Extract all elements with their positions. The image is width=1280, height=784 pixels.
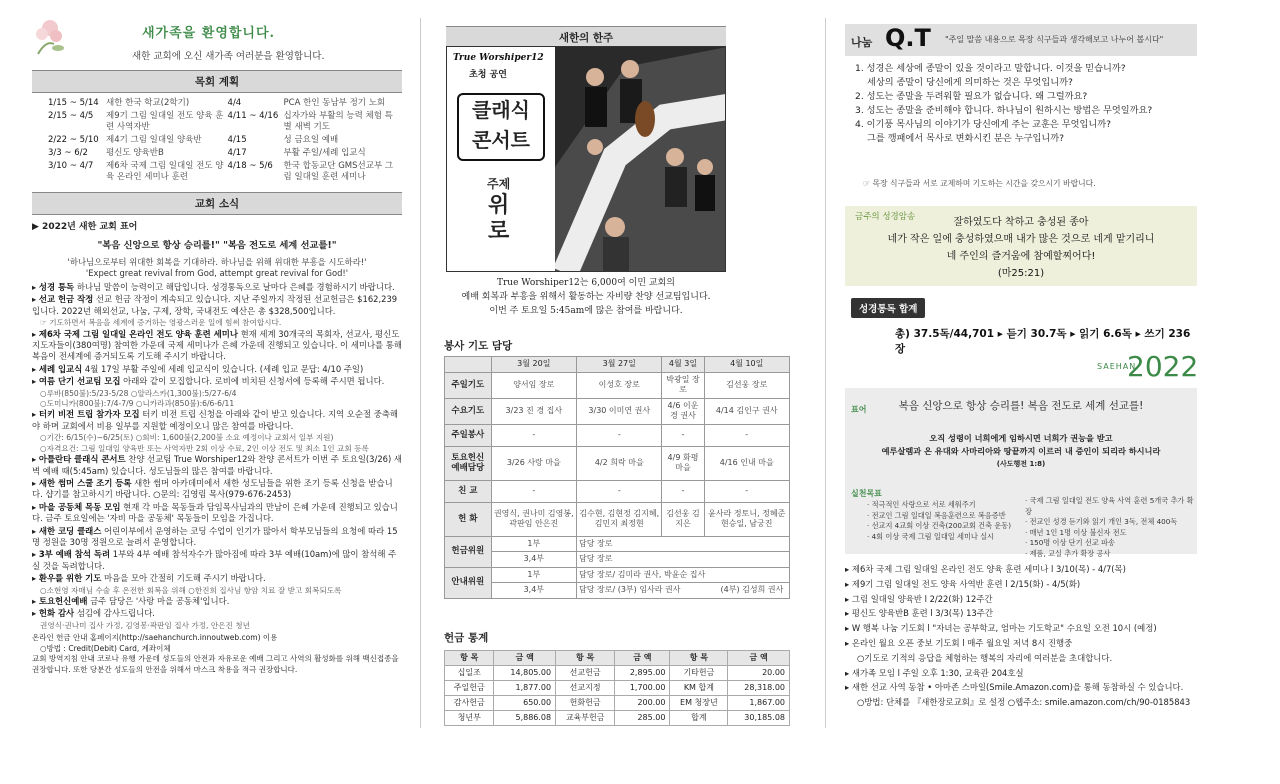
hymn-caption — [446, 276, 726, 318]
poster-theme — [487, 175, 510, 245]
goal-item: · 150명 이상 단기 선교 파송 — [1025, 538, 1115, 547]
schedule-row — [46, 147, 402, 160]
qt-quote: "주일 말씀 내용으로 목장 식구들과 생각해보고 나누어 봅시다" — [945, 35, 1164, 44]
news-item — [32, 621, 402, 631]
news-item-text: 아래와 같이 모집합니다. 로비에 비치된 신청서에 등록해 주시면 됩니다. — [123, 376, 385, 387]
offering-col-header: 금 액 — [615, 651, 670, 666]
schedule-cell: 3/3 ~ 6/2 — [48, 148, 88, 158]
offering-col-header: 금 액 — [494, 651, 556, 666]
news-item-title: 환우를 위한 기도 — [38, 573, 102, 584]
prayer-cell: 박광일 장로 — [662, 372, 704, 398]
news-item: ▸ 새한 코딩 클래스 어린이부에서 운영하는 코딩 수업이 인기가 많아서 학부모님들의 요청에 따라 15명 정원을 30명 정원으로 늘려서 운영합니다. — [32, 525, 398, 547]
prayer-row — [445, 372, 790, 398]
news-item-text: 마음을 모아 간절히 기도해 주시기 바랍니다. — [104, 573, 266, 584]
prayer-sub-extra: (4부) 김성희 권사 — [720, 585, 784, 594]
memory-line-1: 잘하였도다 착하고 충성된 종아 — [953, 217, 1089, 228]
news-item-text: 어린이부에서 운영하는 코딩 수업이 인기가 많아서 학부모님들의 요청에 따라 15명 정원을 30명 정원으로 늘려서 운영합니다. — [32, 525, 398, 547]
qt-question: 그를 깽패에서 목사로 변화시킨 분은 누구입니까? — [867, 133, 1064, 144]
motto-line: "복음 신앙으로 항상 승리를!" "복음 전도로 세계 선교를!" — [97, 240, 337, 251]
offering-col-header: 금 액 — [728, 651, 790, 666]
motto-korean: '하나님으로부터 위대한 회복을 기대하라. 하나님을 위해 위대한 부흥을 시도하라!' — [67, 257, 367, 267]
bible-totals: 총) 37.5독/44,701 ▸ 듣기 30.7독 ▸ 읽기 6.6독 ▸ 쓰기 236장 — [895, 328, 1191, 355]
year-number: 2022 — [1127, 350, 1199, 383]
offering-cell: 1,700.00 — [615, 681, 670, 696]
motto-title: ▶ 2022년 새한 교회 표어 — [32, 222, 138, 232]
qt-title: Q.T — [885, 24, 931, 52]
offering-cell: 2,895.00 — [615, 666, 670, 681]
prayer-sub-main: 담당 장로 — [579, 554, 613, 563]
news-item-title: 새한 코딩 클래스 — [38, 525, 102, 536]
news-item-text: ○자격요건: 그림 일대일 양육반 또는 사역자반 2회 이상 수료, 2인 이상 전도 및 최소 1인 교회 등록 — [40, 443, 369, 453]
news-item-text: 현재 각 마을 목동들과 담임목사님과의 만남이 은혜 가운데 진행되고 있습니다. 금주 토요일에는 '자비 마을 공동체' 목동들이 모임을 가집니다. — [32, 501, 398, 524]
goals-right — [1025, 496, 1195, 559]
offering-cell: 기타헌금 — [670, 666, 728, 681]
news-item: ▸ 새한 썸머 스쿨 조기 등록 새한 썸머 아카데미에서 새한 성도님들을 위한 조기 등록 신청을 받습니다. 샵기를 참고하시기 바랍니다. ○문의: 김영림 목사(979-676-2453) — [32, 477, 393, 500]
qt-question: 4. 이기풍 목사님의 이야기가 당신에게 주는 교훈은 무엇입니까? — [855, 119, 1111, 130]
news-item-text: 선교 헌금 작정이 계속되고 있습니다. 지난 주일까지 작정된 선교헌금은 $162,239 입니다. 2022년 해외선교, 나눔, 구제, 장학, 국내전도 예산은 총 $328,500입니다. — [32, 294, 398, 316]
prayer-cell: - — [704, 480, 790, 502]
news-item: ▸ 선교 헌금 작정 선교 헌금 작정이 계속되고 있습니다. 지난 주일까지 작정된 선교헌금은 $162,239 입니다. 2022년 해외선교, 나눔, 구제, 장학, 국내전도 예산은 총 $328,500입니다. — [32, 294, 398, 316]
news-item-text: 권영식·권나미 집사 가정, 김영봉·곽판임 집사 가정, 안은진 청년 — [40, 620, 250, 630]
prayer-sub-row — [445, 536, 790, 552]
news-item — [32, 389, 402, 399]
news-item-text: ○기간: 6/15(수)~6/25(토) ○회비: 1,600불(2,200불 소요 예정이나 교회서 일부 지원) — [40, 433, 334, 443]
prayer-cell: - — [577, 424, 662, 446]
offering-cell: 20.00 — [728, 666, 790, 681]
theme-text — [487, 193, 510, 245]
schedule-cell: 2/22 ~ 5/10 — [48, 135, 99, 145]
schedule-cell: 4/15 — [227, 135, 247, 145]
prayer-sub-row — [445, 552, 790, 568]
prayer-row — [445, 398, 790, 424]
prayer-date: 4월 3일 — [662, 357, 704, 373]
qt-question: 2. 성도는 종말을 두려워할 필요가 없습니다. 왜 그럴까요? — [855, 91, 1088, 102]
theme-label: 주제 — [487, 177, 511, 191]
goal-item: · 적극적인 사랑으로 서로 세워주기 — [867, 500, 976, 509]
offering-cell: EM 청장년 — [670, 696, 728, 711]
news-item-text: 금주 담당은 '사랑 마을 공동체'입니다. — [90, 595, 230, 606]
prayer-cell: 김선웅 장로 — [704, 372, 790, 398]
prayer-cell: - — [662, 480, 704, 502]
schedule-cell: 한국 합동교단 GMS선교부 그림 일대일 훈련 세미나 — [283, 161, 394, 182]
news-item-title: 헌화 감사 — [38, 608, 75, 619]
prayer-date: 3월 27일 — [577, 357, 662, 373]
online-offering: 온라인 헌금 안내 홈페이지(http://saehanchurch.innoutweb.com) 이용 — [32, 633, 278, 643]
offering-cell: 청년부 — [445, 711, 494, 726]
offering-cell: 헌화헌금 — [556, 696, 615, 711]
news-item-text: ○소현영 자매님 수술 후 온전한 회복을 위해 ○한진희 집사님 항암 치료 잘 받고 회복되도록 — [40, 585, 342, 595]
schedule-cell: 부활 주일/세례 입교식 — [283, 148, 366, 158]
news-item-text: 현재 세계 30개국의 목회자, 선교사, 평신도 지도자들이(380여명) 참여한 가운데 국제 세미나가 은혜 가운데 진행되고 있습니다. 이 세미나를 통해 복음이 전세계에 증거되도록 기도해 주시기 바랍니다. — [32, 328, 402, 362]
schedule-cell: 2/15 ~ 4/5 — [48, 111, 94, 121]
theme-char: 위 — [487, 193, 510, 218]
prayer-row — [445, 480, 790, 502]
offering-col-header: 항 목 — [556, 651, 615, 666]
offering-cell: 1,877.00 — [494, 681, 556, 696]
schedule-cell: 제4기 그림 일대일 양육반 — [106, 135, 202, 145]
news-item-text: ☞ 기도하면서 복음을 세계에 증거하는 영광스러운 일에 힘써 참여합시다. — [40, 318, 282, 328]
goal-item: · 제품, 교실 추가 확장 공사 — [1025, 548, 1111, 558]
right-column — [845, 0, 1197, 784]
news-item — [32, 433, 402, 443]
prayer-sub-text — [577, 552, 790, 568]
goal-item: · 매년 1인 1명 이상 불신자 전도 — [1025, 527, 1127, 537]
prayer-cell: 이성호 장로 — [577, 372, 662, 398]
prayer-sub-part: 1부 — [491, 536, 576, 552]
schedule-cell: 4/4 — [227, 98, 242, 108]
events-list — [845, 562, 1197, 710]
prayer-sub-row — [445, 583, 790, 599]
memory-label: 금주의 성경암송 — [855, 212, 916, 222]
poster-photo-collage — [555, 47, 726, 272]
verse-ref: (사도행전 1:8) — [996, 460, 1046, 468]
poster-show-label: 초청 공연 — [469, 70, 507, 80]
schedule-row — [46, 110, 402, 134]
online-offering-method: ○방법 : Credit(Debit) Card, 계좌이체 — [40, 643, 171, 653]
offering-cell: 30,185.08 — [728, 711, 790, 726]
goal-item: · 전교인 성경 듣기와 읽기 개인 3독, 전체 400독 — [1025, 517, 1178, 526]
qt-question: 3. 성도는 종말을 준비해야 합니다. 하나님이 원하시는 방법은 무엇일까요? — [855, 105, 1153, 116]
goal-item: · 전교인 그림 일대일 복음훈련으로 복음증반 — [867, 510, 1006, 520]
schedule-cell: 4/18 ~ 5/6 — [227, 161, 273, 171]
offering-cell: 교육부헌금 — [556, 711, 615, 726]
event-item: ▸ 평신도 양육반B 훈련 l 3/3(목) 13주간 — [845, 608, 993, 619]
offering-cell: 14,805.00 — [494, 666, 556, 681]
event-item: ▸ 온라인 월요 오픈 중보 기도회 l 매주 월요일 저녁 8시 진행중 — [845, 637, 1073, 648]
news-item-text: 섬김에 감사드립니다. — [76, 608, 155, 619]
news-item-text: 새한 썸머 아카데미에서 새한 성도님들을 위한 조기 등록 신청을 받습니다. 샵기를 참고하시기 바랍니다. ○문의: 김영림 목사(979-676-2453) — [32, 477, 393, 500]
prayer-row — [445, 424, 790, 446]
prayer-label: 주일기도 — [445, 372, 492, 398]
qt-question: 1. 성경은 세상에 종말이 있을 것이라고 말합니다. 이것을 믿습니까? — [855, 63, 1126, 74]
news-item-title: 성경 통독 — [38, 282, 75, 292]
prayer-sub-text — [577, 536, 790, 552]
welcome-title: 새가족을 환영합니다. — [142, 26, 276, 41]
prayer-cell: 3/30 이미연 권사 — [577, 398, 662, 424]
column-divider — [420, 18, 421, 728]
prayer-cell: 4/14 김인구 권사 — [704, 398, 790, 424]
offering-cell: 200.00 — [615, 696, 670, 711]
caption-line-1: True Worshiper12는 6,000여 이민 교회의 — [497, 278, 675, 288]
offering-row — [445, 681, 790, 696]
news-item-title: 새한 썸머 스쿨 조기 등록 — [38, 477, 132, 488]
prayer-label: 주일봉사 — [445, 424, 492, 446]
offering-cell: 십일조 — [445, 666, 494, 681]
news-item-title: 마을 공동체 목동 모임 — [38, 501, 121, 512]
news-list — [32, 282, 402, 631]
news-item — [32, 586, 402, 596]
offering-cell: 1,867.00 — [728, 696, 790, 711]
event-item: ▸ 제6차 국제 그림 일대일 온라인 전도 양육 훈련 세미나 l 3/10(목) - 4/7(목) — [845, 564, 1126, 574]
motto-english: 'Expect great revival from God, attempt great revival for God!' — [85, 268, 349, 278]
prayer-cell: 3/26 사랑 마을 — [491, 446, 576, 480]
offering-cell: 28,318.00 — [728, 681, 790, 696]
news-item: ▸ 아틀란타 클래식 콘서트 찬양 선교팀 True Worshiper12와 찬양 콘서트가 이번 주 토요일(3/26) 새벽 예배 때(5:45am) 있습니다. 성도님들의 많은 참여를 바랍니다. — [32, 454, 403, 476]
flower-decoration-icon — [32, 14, 68, 58]
offering-table — [444, 650, 790, 726]
offering-cell: KM 합계 — [670, 681, 728, 696]
offering-cell: 285.00 — [615, 711, 670, 726]
event-item: ○방법: 단체를 『새한장로교회』로 설정 ○웹주소: smile.amazon.com/ch/90-0185843 — [857, 697, 1191, 708]
news-item-text: ○루바(850불):5/23-5/28 ○알라스카(1,300불):5/27-6/4 — [40, 388, 237, 398]
schedule-cell: 평신도 양육반B — [106, 148, 164, 158]
news-item-title: 세례 입교식 — [38, 363, 83, 374]
news-item-title: 제6차 국제 그림 일대일 온라인 전도 양육 훈련 세미나 — [38, 328, 238, 339]
prayer-cell: 김수현, 김현정 김지혜, 김민지 최정현 — [577, 502, 662, 536]
event-item: ○기도로 기적의 응답을 체험하는 행복의 자리에 여러분을 초대합니다. — [857, 652, 1113, 663]
prayer-cell: - — [704, 424, 790, 446]
motto-verse — [845, 432, 1197, 471]
news-item-text: 1부와 4부 예배 참석자수가 많아짐에 따라 3부 예배(10am)에 많이 참석해 주실 것을 독려합니다. — [32, 549, 397, 571]
prayer-cell: 4/2 희락 마을 — [577, 446, 662, 480]
news-item-title: 터키 비전 트립 참가자 모집 — [38, 409, 140, 420]
musicians-photo-icon — [555, 47, 726, 272]
schedule-table — [46, 97, 402, 184]
qt-nanum: 나눔 — [851, 36, 873, 49]
column-divider — [825, 18, 826, 728]
prayer-sub-main: 담당 장로/ (3부) 임사라 권사 — [579, 585, 681, 594]
prayer-date: 3월 20일 — [491, 357, 576, 373]
prayer-label: 친 교 — [445, 480, 492, 502]
schedule-cell: 3/10 ~ 4/7 — [48, 161, 94, 171]
schedule-cell: 성 금요일 예배 — [283, 135, 339, 145]
verse-line-1: 오직 성령이 너희에게 임하시면 너희가 권능을 받고 — [929, 433, 1113, 443]
news-item: ▸ 여름 단기 선교팀 모집 아래와 같이 모집합니다. 로비에 비치된 신청서에 등록해 주시면 됩니다. — [32, 376, 385, 387]
welcome-subtitle: 새한 교회에 오신 새가족 여러분을 환영합니다. — [132, 51, 325, 62]
offering-row — [445, 711, 790, 726]
memory-line-3: 네 주인의 즐거움에 참예할찌어다! — [946, 251, 1096, 262]
news-heading: 교회 소식 — [32, 192, 402, 215]
schedule-cell: 4/11 ~ 4/16 — [227, 111, 279, 121]
prayer-cell: 김선웅 김지은 — [662, 502, 704, 536]
prayer-date: 4월 10일 — [704, 357, 790, 373]
prayer-sub-text — [577, 567, 790, 583]
prayer-cell: 4/6 이운경 권사 — [662, 398, 704, 424]
news-item: ▸ 세례 입교식 4월 17일 부활 주일에 세례 입교식이 있습니다. (세례 입교 문답: 4/10 주일) — [32, 363, 364, 374]
memory-line-4: (마25:21) — [997, 268, 1045, 279]
prayer-label: 토요헌신 예배담당 — [445, 446, 492, 480]
schedule-cell: 제6차 국제 그림 일대일 전도 양육 온라인 세미나 훈련 — [106, 161, 224, 182]
offering-col-header: 항 목 — [445, 651, 494, 666]
qt-questions — [855, 62, 1195, 146]
qt-question: 세상의 종말이 당신에게 의미하는 것은 무엇입니까? — [867, 77, 1073, 88]
event-item: ▸ 그림 일대일 양육반 l 2/22(화) 12주간 — [845, 593, 993, 604]
prayer-heading: 봉사 기도 담당 — [444, 340, 513, 352]
news-item: ▸ 마을 공동체 목동 모임 현재 각 마을 목동들과 담임목사님과의 만남이 은혜 가운데 진행되고 있습니다. 금주 토요일에는 '자비 마을 공동체' 목동들이 모임을 가집니다. — [32, 501, 398, 524]
caption-line-2: 예배 회복과 부흥을 위해서 활동하는 자비량 찬양 선교팀입니다. — [461, 292, 711, 302]
offering-cell: 주일헌금 — [445, 681, 494, 696]
motto-box — [845, 388, 1197, 558]
concert-poster — [446, 46, 726, 272]
offering-row — [445, 666, 790, 681]
news-item — [32, 444, 402, 454]
news-item-text: 터키 비전 트립 신청을 아래와 같이 받고 있습니다. 지역 오순절 중축해야 하며 교회에서 비용 일부를 지원할 예정이오니 많은 참여를 바랍니다. — [32, 409, 399, 431]
news-item-text: 4월 17일 부활 주일에 세례 입교식이 있습니다. (세례 입교 문답: 4/10 주일) — [84, 363, 364, 374]
schedule-heading: 목회 계획 — [32, 70, 402, 93]
prayer-label: 헌 화 — [445, 502, 492, 536]
news-item: ▸ 헌화 감사 섬김에 감사드립니다. — [32, 608, 155, 619]
prayer-cell: 권영식, 권나미 김영봉, 곽판임 안은진 — [491, 502, 576, 536]
prayer-cell: - — [662, 424, 704, 446]
offering-cell: 선교헌금 — [556, 666, 615, 681]
news-item-text: 하나님 말씀이 능력이고 해답입니다. 성경통독으로 날마다 은혜를 경험하시기 바랍니다. — [76, 282, 395, 292]
poster-text-panel — [447, 47, 555, 272]
prayer-cell: 3/23 진 경 집사 — [491, 398, 576, 424]
prayer-sub-part: 3,4부 — [491, 552, 576, 568]
goal-item: · 국제 그림 일대일 전도 양육 사역 훈련 5개국 추가 확장 — [1025, 496, 1194, 516]
news-item — [32, 318, 402, 328]
news-item-title: 선교 헌금 작정 — [38, 294, 94, 305]
prayer-sub-row — [445, 567, 790, 583]
prayer-sub-text — [577, 583, 790, 599]
prayer-corner — [445, 357, 492, 373]
schedule-cell: 십자가와 부활의 능력 체험 특별 새벽 기도 — [283, 111, 393, 132]
offering-heading: 헌금 통계 — [444, 632, 489, 644]
schedule-cell: 4/17 — [227, 148, 247, 158]
schedule-cell: 제9기 그림 일대일 전도 양육 훈련 사역자반 — [106, 111, 224, 132]
verse-line-2: 예루살렘과 온 유대와 사마리아와 땅끝까지 이르러 내 증인이 되리라 하시니라 — [881, 446, 1161, 456]
news-item: ▸ 토요헌신예배 금주 담당은 '사랑 마을 공동체'입니다. — [32, 595, 230, 606]
goals-left — [867, 500, 1027, 542]
caption-line-3: 이번 주 토요일 5:45am에 많은 참여를 바랍니다. — [489, 306, 683, 316]
offering-cell: 선교지정 — [556, 681, 615, 696]
news-item-title: 3부 예배 참석 독려 — [38, 549, 111, 560]
offering-cell: 650.00 — [494, 696, 556, 711]
prayer-label: 수요기도 — [445, 398, 492, 424]
news-item-text: ○도미니카(800불):7/4-7/9 ○니카라과(850불):6/6-6/11 — [40, 399, 235, 409]
offering-header-row — [445, 651, 790, 666]
prayer-cell: 4/9 화평 마을 — [662, 446, 704, 480]
prayer-table — [444, 356, 790, 599]
news-item: ▸ 성경 통독 하나님 말씀이 능력이고 해답입니다. 성경통독으로 날마다 은혜를 경험하시기 바랍니다. — [32, 282, 395, 292]
prayer-label: 안내위원 — [445, 567, 492, 598]
event-item: ▸ 새가족 모임 l 주일 오후 1:30, 교육관 204호실 — [845, 667, 1024, 678]
news-item: ▸ 환우를 위한 기도 마음을 모아 간절히 기도해 주시기 바랍니다. — [32, 573, 266, 584]
event-item: ▸ 제9기 그림 일대일 전도 양육 사역반 훈련 l 2/15(화) - 4/5(화) — [845, 578, 1081, 589]
memory-text — [845, 214, 1197, 282]
bible-label: 성경통독 합계 — [851, 298, 925, 318]
goal-label: 실천목표 — [851, 489, 882, 498]
prayer-sub-part: 1부 — [491, 567, 576, 583]
hymn-heading: 새한의 한주 — [446, 26, 726, 49]
offering-cell: 감사헌금 — [445, 696, 494, 711]
prayer-cell: 4/16 인내 마을 — [704, 446, 790, 480]
memory-line-2: 네가 작은 일에 충성하였으매 내가 많은 것으로 네게 맡기리니 — [887, 234, 1155, 245]
schedule-row — [46, 160, 402, 184]
memory-verse-box — [845, 206, 1197, 286]
motto-box-label: 표어 — [851, 405, 867, 414]
theme-char: 로 — [487, 219, 510, 244]
poster-group-name: True Worshiper12 — [453, 53, 544, 63]
concert-title-text: 클래식 콘서트 — [472, 98, 530, 152]
prayer-sub-main: 담당 장로/ 김미라 권사, 박윤순 집사 — [579, 569, 706, 579]
schedule-row — [46, 97, 402, 110]
news-item-title: 아틀란타 클래식 콘서트 — [38, 454, 126, 465]
poster-concert-title — [457, 93, 545, 161]
event-item: ▸ W 행복 나눔 기도회 l "자녀는 공부학교, 엄마는 기도학교" 수요일 오전 10시 (예정) — [845, 623, 1157, 634]
schedule-cell: PCA 한인 동남부 정기 노회 — [283, 98, 386, 108]
event-item: ▸ 새한 선교 사역 동참 • 아마존 스마일(Smile.Amazon.com)을 통해 동참하실 수 있습니다. — [845, 682, 1184, 693]
prayer-header-row — [445, 357, 790, 373]
prayer-cell: - — [491, 424, 576, 446]
offering-col-header: 항 목 — [670, 651, 728, 666]
prayer-row — [445, 502, 790, 536]
news-item-title: 토요헌신예배 — [38, 595, 88, 606]
news-item: ▸ 제6차 국제 그림 일대일 온라인 전도 양육 훈련 세미나 현재 세계 30개국의 목회자, 선교사, 평신도 지도자들이(380여명) 참여한 가운데 국제 세미나가 은혜 가운데 진행되고 있습니다. 이 세미나를 통해 복음이 전세계에 증거되도록 기도해 주시기 바랍니다. — [32, 328, 402, 362]
goal-item: · 4회 이상 국제 그림 일대일 세미나 실시 — [867, 531, 994, 541]
prayer-row — [445, 446, 790, 480]
goal-item: · 선교지 4교회 이상 건축(200교회 건축 운동) — [867, 521, 1012, 530]
offering-cell: 5,886.08 — [494, 711, 556, 726]
offering-cell: 합계 — [670, 711, 728, 726]
news-item — [32, 399, 402, 409]
safety-notice: 교회 방역지침 안내 코로나 유행 가운데 성도들의 안전과 자유로운 예배 그리고 사역의 활성화를 위해 백신접종을 권장합니다. 또한 당분간 성도들의 안전을 위해서 마스크 착용을 적극 권장합니다. — [32, 654, 399, 674]
news-item: ▸ 터키 비전 트립 참가자 모집 터키 비전 트립 신청을 아래와 같이 받고 있습니다. 지역 오순절 중축해야 하며 교회에서 비용 일부를 지원할 예정이오니 많은 참여를 바랍니다. — [32, 409, 399, 431]
prayer-cell: 윤사라 정토니, 정혜준 현승일, 남궁진 — [704, 502, 790, 536]
prayer-label: 헌금위원 — [445, 536, 492, 567]
year-brand: SAEHAN — [1097, 362, 1137, 371]
motto-box-main: 복음 신앙으로 항상 승리를! 복음 전도로 세계 선교를! — [898, 400, 1144, 412]
news-item-title: 여름 단기 선교팀 모집 — [38, 376, 121, 387]
prayer-cell: 양서임 장로 — [491, 372, 576, 398]
qt-note: ☞ 목장 식구들과 서로 교제하며 기도하는 시간을 갖으시기 바랍니다. — [863, 179, 1096, 188]
prayer-cell: - — [491, 480, 576, 502]
qt-header — [845, 24, 1197, 56]
offering-row — [445, 696, 790, 711]
prayer-sub-part: 3,4부 — [491, 583, 576, 599]
schedule-cell: 1/15 ~ 5/14 — [48, 98, 99, 108]
schedule-row — [46, 134, 402, 147]
prayer-sub-main: 담당 장로 — [579, 538, 613, 548]
news-item: ▸ 3부 예배 참석 독려 1부와 4부 예배 참석자수가 많아짐에 따라 3부 예배(10am)에 많이 참석해 주실 것을 독려합니다. — [32, 549, 397, 571]
prayer-cell: - — [577, 480, 662, 502]
news-item-text: 찬양 선교팀 True Worshiper12와 찬양 콘서트가 이번 주 토요일(3/26) 새벽 예배 때(5:45am) 있습니다. 성도님들의 많은 참여를 바랍니다. — [32, 454, 403, 476]
schedule-cell: 새한 한국 학교(2학기) — [106, 98, 190, 108]
